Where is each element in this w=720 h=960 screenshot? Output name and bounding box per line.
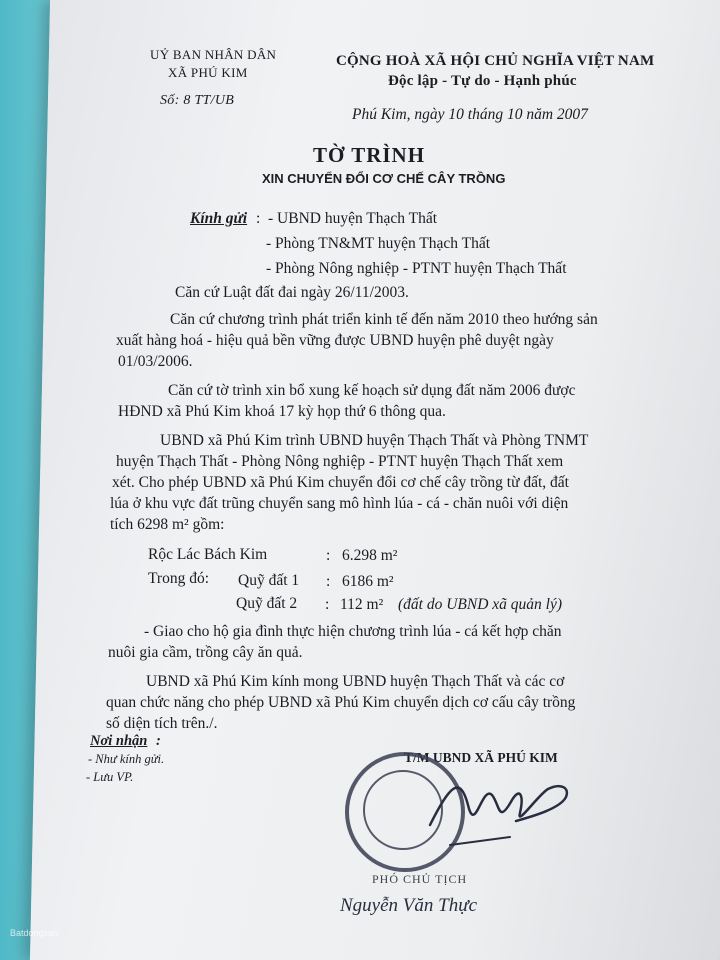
paragraph-3-line-1: Căn cứ tờ trình xin bổ xung kế hoạch sử dụng đất năm 2006 được <box>168 382 576 399</box>
land-row1-colon: : <box>326 547 331 564</box>
paragraph-4-line-4: lúa ở khu vực đất trũng chuyển sang mô hình lúa - cá - chăn nuôi với diện <box>110 495 569 512</box>
land-row1-value: 6.298 m² <box>342 547 398 564</box>
paragraph-1: Căn cứ Luật đất đai ngày 26/11/2003. <box>175 284 409 301</box>
signature-scribble <box>420 765 590 855</box>
signature-position: PHÓ CHỦ TỊCH <box>372 872 468 886</box>
paragraph-6-line-2: quan chức năng cho phép UBND xã Phú Kim chuyển dịch cơ cấu cây trồng <box>106 694 576 711</box>
land-row2-sub: Quỹ đất 1 <box>238 572 300 589</box>
nation-title: CỘNG HOÀ XÃ HỘI CHỦ NGHĨA VIỆT NAM <box>336 53 655 69</box>
paragraph-6-line-1: UBND xã Phú Kim kính mong UBND huyện Thạch Thất và các cơ <box>146 673 565 690</box>
land-row1-label: Rộc Lác Bách Kim <box>148 546 268 563</box>
paragraph-5-line-2: nuôi gia cầm, trồng cây ăn quả. <box>108 644 303 661</box>
recipient-2: - Phòng TN&MT huyện Thạch Thất <box>266 235 491 252</box>
paragraph-4-line-2: huyện Thạch Thất - Phòng Nông nghiệp - PTNT huyện Thạch Thất xem <box>116 453 564 470</box>
land-row2-value: 6186 m² <box>342 573 394 590</box>
doc-title: TỜ TRÌNH <box>313 143 426 167</box>
land-row3-value: 112 m² <box>340 596 384 613</box>
org-line2: XÃ PHÚ KIM <box>168 65 248 80</box>
recipients-label: Kính gửi <box>190 210 248 227</box>
doc-number: Số: 8 TT/UB <box>160 93 235 108</box>
paragraph-4-line-3: xét. Cho phép UBND xã Phú Kim chuyển đổi cơ chế cây trồng từ đất, đất <box>112 474 569 491</box>
footer-recipients-label: Nơi nhận <box>90 733 148 749</box>
footer-recipient-2: - Lưu VP. <box>86 770 134 784</box>
recipient-1: - UBND huyện Thạch Thất <box>268 210 438 227</box>
recipient-3: - Phòng Nông nghiệp - PTNT huyện Thạch Thất <box>266 260 567 277</box>
land-row2-label: Trong đó: <box>148 570 210 587</box>
doc-subtitle: XIN CHUYỂN ĐỔI CƠ CHẾ CÂY TRỒNG <box>262 171 506 186</box>
paragraph-5-line-1: - Giao cho hộ gia đình thực hiện chương trình lúa - cá kết hợp chăn <box>144 623 562 640</box>
document: UỶ BAN NHÂN DÂN XÃ PHÚ KIM Số: 8 TT/UB CỘNG HOÀ XÃ HỘI CHỦ NGHĨA VIỆT NAM Độc lập - Tự do - Hạnh phúc Phú Kim, ngày 10 tháng 10 năm 2007 TỜ TRÌNH XIN CHUYỂN ĐỔI CƠ CHẾ CÂY TRỒNG Kính gửi : - UBND huyện Thạch Thất - Phòng TN&MT huyện Thạch Thất - Phòng Nông nghiệp - PTNT huyện Thạch Thất Căn cứ Luật đất đai ngày 26/11/2003. Căn cứ chương trình phát triển kinh tế đến năm 2010 theo hướng sản xuất hàng hoá - hiệu quả bền vững được UBND huyện phê duyệt ngày 01/03/2006. Căn cứ tờ trình xin bổ xung kế hoạch sử dụng đất năm 2006 được HĐND xã Phú Kim khoá 17 kỳ họp thứ 6 thông qua. UBND xã Phú Kim trình UBND huyện Thạch Thất và Phòng TNMT huyện Thạch Thất - Phòng Nông nghiệp - PTNT huyện Thạch Thất xem xét. Cho phép UBND xã Phú Kim chuyển đổi cơ chế cây trồng từ đất, đất lúa ở khu vực đất trũng chuyển sang mô hình lúa - cá - chăn nuôi với diện tích 6298 m² gồm: Rộc Lác Bách Kim : 6.298 m² Trong đó: Quỹ đất 1 : 6186 m² Quỹ đất 2 : 112 m² (đất do UBND xã quản lý) - Giao cho hộ gia đình thực hiện chương trình lúa - cá kết hợp chăn nuôi gia cầm, trồng cây ăn quả. UBND xã Phú Kim kính mong UBND huyện Thạch Thất và các cơ quan chức năng cho phép UBND xã Phú Kim chuyển dịch cơ cấu cây trồng số diện tích trên./. Nơi nhận : - Như kính gửi. - Lưu VP. T/M UBND XÃ PHÚ KIM PHÓ CHỦ TỊCH Nguyễn Văn Thực <box>86 47 655 916</box>
paragraph-4-line-5: tích 6298 m² gồm: <box>110 516 225 533</box>
org-line1: UỶ BAN NHÂN DÂN <box>150 47 277 62</box>
land-row3-note: (đất do UBND xã quản lý) <box>398 596 563 613</box>
paragraph-2-line-1: Căn cứ chương trình phát triển kinh tế đến năm 2010 theo hướng sản <box>170 311 598 328</box>
place-date: Phú Kim, ngày 10 tháng 10 năm 2007 <box>352 106 588 123</box>
signature-org: T/M UBND XÃ PHÚ KIM <box>404 750 558 765</box>
site-watermark: Batdongsan <box>10 928 59 938</box>
land-row2-colon: : <box>326 573 331 590</box>
paragraph-3-line-2: HĐND xã Phú Kim khoá 17 kỳ họp thứ 6 thông qua. <box>118 403 446 420</box>
signer-name: Nguyễn Văn Thực <box>340 895 478 916</box>
footer-recipient-1: - Như kính gửi. <box>88 752 165 766</box>
paragraph-6-line-3: số diện tích trên./. <box>106 715 218 732</box>
land-row3-sub: Quỹ đất 2 <box>236 595 298 612</box>
motto: Độc lập - Tự do - Hạnh phúc <box>388 73 577 89</box>
paragraph-2-line-3: 01/03/2006. <box>118 353 193 370</box>
paragraph-4-line-1: UBND xã Phú Kim trình UBND huyện Thạch Thất và Phòng TNMT <box>160 432 589 449</box>
paragraph-2-line-2: xuất hàng hoá - hiệu quả bền vững được UBND huyện phê duyệt ngày <box>116 332 554 349</box>
land-row3-colon: : <box>325 596 330 613</box>
